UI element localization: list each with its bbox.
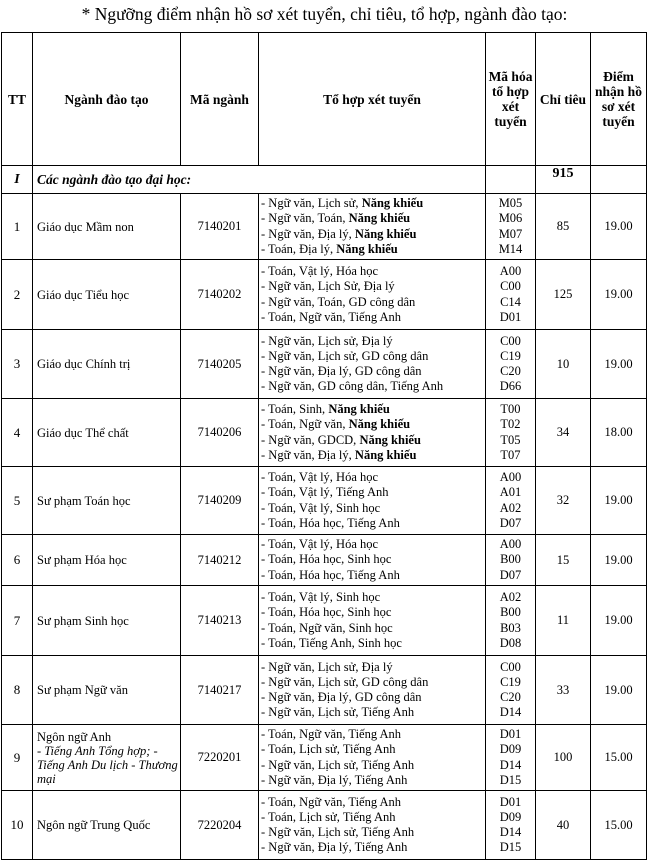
combo-item bbox=[261, 605, 485, 620]
combo-code: T00 bbox=[500, 402, 521, 417]
major-name bbox=[33, 467, 181, 535]
header-combo-code: Mã hóa tổ hợp xét tuyển bbox=[486, 33, 536, 166]
section-tt: I bbox=[2, 166, 33, 194]
score-value: 19.00 bbox=[591, 260, 647, 330]
quota-value: 125 bbox=[536, 260, 591, 330]
combo-item bbox=[261, 501, 485, 516]
quota-value: 10 bbox=[536, 330, 591, 399]
score-value: 15.00 bbox=[591, 725, 647, 791]
table-row bbox=[2, 725, 647, 791]
combo-code-list bbox=[486, 194, 536, 260]
combo-subjects: - Toán, Hóa học, Tiếng Anh bbox=[261, 567, 400, 582]
combo-item bbox=[261, 485, 485, 500]
combo-subjects: - Ngữ văn, Địa lý, GD công dân bbox=[261, 690, 422, 704]
combo-aptitude: Năng khiếu bbox=[348, 417, 411, 432]
combo-list bbox=[259, 330, 486, 399]
combo-code: T07 bbox=[500, 447, 521, 462]
combo-item bbox=[261, 568, 485, 583]
row-number: 4 bbox=[2, 399, 33, 467]
table-row bbox=[2, 194, 647, 260]
major-name-text: Sư phạm Ngữ văn bbox=[37, 683, 128, 697]
combo-item bbox=[261, 660, 485, 675]
score-value: 19.00 bbox=[591, 467, 647, 535]
score-value: 19.00 bbox=[591, 330, 647, 399]
combo-item bbox=[261, 196, 485, 211]
combo-subjects: - Ngữ văn, Lịch sử, Tiếng Anh bbox=[261, 757, 415, 772]
major-name bbox=[33, 260, 181, 330]
combo-subjects: - Toán, Ngữ văn, bbox=[261, 417, 349, 432]
row-number: 5 bbox=[2, 467, 33, 535]
major-name bbox=[33, 725, 181, 791]
combo-subjects: - Toán, Vật lý, Tiếng Anh bbox=[261, 485, 389, 500]
combo-subjects: - Ngữ văn, Lịch sử, Tiếng Anh bbox=[261, 825, 415, 839]
combo-item bbox=[261, 690, 485, 705]
combo-subjects: - Toán, Vật lý, Sinh học bbox=[261, 590, 381, 605]
combo-list bbox=[259, 467, 486, 535]
combo-subjects: - Toán, Vật lý, Hóa học bbox=[261, 537, 379, 552]
combo-item bbox=[261, 433, 485, 448]
major-name-text: Giáo dục Tiểu học bbox=[37, 287, 130, 302]
row-number: 1 bbox=[2, 194, 33, 260]
combo-item bbox=[261, 773, 485, 788]
combo-code: A02 bbox=[499, 590, 522, 605]
combo-aptitude: Năng khiếu bbox=[359, 432, 421, 447]
combo-code: B00 bbox=[500, 605, 521, 620]
major-code: 7140217 bbox=[181, 656, 259, 725]
combo-code-list bbox=[486, 725, 536, 791]
combo-list bbox=[259, 194, 486, 260]
row-number: 3 bbox=[2, 330, 33, 399]
combo-code: A02 bbox=[499, 500, 522, 515]
combo-subjects: - Ngữ văn, Lịch sử, Tiếng Anh bbox=[261, 705, 415, 720]
combo-item bbox=[261, 705, 485, 720]
combo-subjects: - Ngữ văn, Địa lý, GD công dân bbox=[261, 364, 422, 378]
row-number: 8 bbox=[2, 656, 33, 725]
combo-aptitude: Năng khiếu bbox=[361, 196, 424, 211]
score-value: 15.00 bbox=[591, 791, 647, 860]
major-code: 7140213 bbox=[181, 586, 259, 656]
combo-code: T02 bbox=[500, 417, 521, 432]
combo-subjects: - Toán, Tiếng Anh, Sinh học bbox=[261, 635, 402, 650]
quota-value: 40 bbox=[536, 791, 591, 860]
major-name bbox=[33, 586, 181, 656]
combo-aptitude: Năng khiếu bbox=[348, 211, 411, 226]
combo-code-list bbox=[486, 399, 536, 467]
major-code: 7140209 bbox=[181, 467, 259, 535]
score-value: 18.00 bbox=[591, 399, 647, 467]
combo-item bbox=[261, 242, 485, 257]
combo-item bbox=[261, 279, 485, 294]
admissions-table bbox=[1, 32, 647, 860]
header-tt: TT bbox=[2, 33, 33, 166]
combo-code: A00 bbox=[499, 264, 522, 279]
major-code: 7140202 bbox=[181, 260, 259, 330]
combo-item bbox=[261, 379, 485, 394]
combo-code-list bbox=[486, 791, 536, 860]
combo-item bbox=[261, 295, 485, 310]
combo-item bbox=[261, 516, 485, 531]
combo-code-list bbox=[486, 586, 536, 656]
combo-item bbox=[261, 227, 485, 242]
combo-subjects: - Toán, Vật lý, Hóa học bbox=[261, 470, 379, 485]
combo-code: C19 bbox=[500, 674, 521, 689]
major-name bbox=[33, 330, 181, 399]
combo-item bbox=[261, 537, 485, 552]
section-label: Các ngành đào tạo đại học: bbox=[33, 166, 486, 194]
section-empty-cell bbox=[591, 166, 647, 194]
combo-code: D01 bbox=[499, 794, 522, 809]
combo-list bbox=[259, 791, 486, 860]
combo-item bbox=[261, 675, 485, 690]
combo-code: D09 bbox=[499, 809, 522, 824]
combo-code: M14 bbox=[498, 241, 523, 256]
combo-code: M06 bbox=[498, 211, 523, 226]
combo-item bbox=[261, 590, 485, 605]
combo-item bbox=[261, 758, 485, 773]
major-name-text: Giáo dục Thể chất bbox=[37, 425, 129, 440]
row-number: 6 bbox=[2, 535, 33, 586]
combo-subjects: - Toán, Hóa học, Tiếng Anh bbox=[261, 515, 400, 530]
combo-code: D15 bbox=[499, 840, 522, 855]
combo-code: D09 bbox=[499, 742, 522, 757]
combo-code: D15 bbox=[499, 772, 522, 787]
major-name-text: Giáo dục Mầm non bbox=[37, 219, 134, 234]
table-row bbox=[2, 260, 647, 330]
major-name-text: Giáo dục Chính trị bbox=[37, 357, 131, 371]
combo-code: C19 bbox=[500, 348, 521, 363]
combo-code-list bbox=[486, 656, 536, 725]
combo-subjects: - Ngữ văn, Địa lý, bbox=[261, 226, 355, 241]
combo-subjects: - Toán, Vật lý, Hóa học bbox=[261, 264, 379, 279]
combo-item bbox=[261, 795, 485, 810]
combo-subjects: - Ngữ văn, Lịch sử, GD công dân bbox=[261, 348, 429, 363]
major-name-text: Ngôn ngữ Anh bbox=[37, 729, 112, 744]
score-value: 19.00 bbox=[591, 194, 647, 260]
combo-subjects: - Toán, Lịch sử, Tiếng Anh bbox=[261, 742, 396, 757]
major-code: 7140206 bbox=[181, 399, 259, 467]
major-name-text: Sư phạm Hóa học bbox=[37, 553, 127, 567]
combo-subjects: - Toán, Lịch sử, Tiếng Anh bbox=[261, 809, 396, 824]
quota-value: 100 bbox=[536, 725, 591, 791]
combo-item bbox=[261, 840, 485, 855]
combo-subjects: - Toán, Hóa học, Sinh học bbox=[261, 605, 392, 620]
combo-list bbox=[259, 399, 486, 467]
header-code: Mã ngành bbox=[181, 33, 259, 166]
page-title: * Ngưỡng điểm nhận hồ sơ xét tuyển, chỉ tiêu, tổ hợp, ngành đào tạo: bbox=[81, 4, 568, 24]
table-row bbox=[2, 399, 647, 467]
section-empty-cell bbox=[486, 166, 536, 194]
row-number: 9 bbox=[2, 725, 33, 791]
major-name-text: Sư phạm Toán học bbox=[37, 493, 131, 508]
table-row bbox=[2, 791, 647, 860]
combo-item bbox=[261, 742, 485, 757]
combo-aptitude: Năng khiếu bbox=[336, 241, 398, 256]
combo-item bbox=[261, 636, 485, 651]
quota-value: 85 bbox=[536, 194, 591, 260]
combo-code: D07 bbox=[499, 567, 522, 582]
combo-code-list bbox=[486, 535, 536, 586]
score-value: 19.00 bbox=[591, 656, 647, 725]
score-value: 19.00 bbox=[591, 535, 647, 586]
table-row bbox=[2, 586, 647, 656]
combo-item bbox=[261, 727, 485, 742]
score-value: 19.00 bbox=[591, 586, 647, 656]
row-number: 2 bbox=[2, 260, 33, 330]
combo-code: D01 bbox=[499, 309, 522, 324]
combo-subjects: - Toán, Hóa học, Sinh học bbox=[261, 552, 392, 567]
major-code: 7220204 bbox=[181, 791, 259, 860]
combo-list bbox=[259, 535, 486, 586]
table-row bbox=[2, 467, 647, 535]
combo-code: C20 bbox=[500, 690, 521, 704]
combo-item bbox=[261, 552, 485, 567]
combo-subjects: - Toán, Vật lý, Sinh học bbox=[261, 500, 381, 515]
major-name bbox=[33, 194, 181, 260]
quota-value: 11 bbox=[536, 586, 591, 656]
combo-subjects: - Ngữ văn, Lịch sử, bbox=[261, 196, 362, 211]
combo-item bbox=[261, 810, 485, 825]
combo-item bbox=[261, 448, 485, 463]
combo-aptitude: Năng khiếu bbox=[354, 226, 417, 241]
header-quota: Chỉ tiêu bbox=[536, 33, 591, 166]
major-name bbox=[33, 399, 181, 467]
combo-code: C00 bbox=[500, 333, 521, 348]
quota-value: 33 bbox=[536, 656, 591, 725]
combo-list bbox=[259, 586, 486, 656]
combo-code: C00 bbox=[500, 659, 521, 674]
combo-code: D08 bbox=[499, 635, 522, 650]
combo-item bbox=[261, 825, 485, 840]
major-name-text: Sư phạm Sinh học bbox=[37, 613, 129, 628]
major-name-text: Ngôn ngữ Trung Quốc bbox=[37, 818, 151, 832]
header-row bbox=[2, 33, 647, 166]
combo-aptitude: Năng khiếu bbox=[328, 402, 390, 417]
combo-code: D07 bbox=[499, 515, 522, 530]
combo-code: C00 bbox=[500, 279, 521, 294]
combo-code-list bbox=[486, 260, 536, 330]
combo-subjects: - Ngữ văn, Lịch Sử, Địa lý bbox=[261, 279, 395, 294]
combo-item bbox=[261, 364, 485, 379]
combo-subjects: - Ngữ văn, Toán, bbox=[261, 211, 349, 226]
combo-item bbox=[261, 211, 485, 226]
combo-code: C20 bbox=[500, 364, 521, 378]
combo-code: D14 bbox=[499, 825, 522, 839]
combo-subjects: - Ngữ văn, Địa lý, Tiếng Anh bbox=[261, 840, 408, 855]
combo-item bbox=[261, 264, 485, 279]
combo-code: D14 bbox=[499, 757, 522, 772]
combo-subjects: - Ngữ văn, GD công dân, Tiếng Anh bbox=[261, 379, 444, 394]
combo-code: A01 bbox=[499, 485, 522, 500]
header-major: Ngành đào tạo bbox=[33, 33, 181, 166]
header-score: Điểm nhận hồ sơ xét tuyển bbox=[591, 33, 647, 166]
table-row bbox=[2, 535, 647, 586]
combo-subjects: - Toán, Địa lý, bbox=[261, 241, 337, 256]
major-code: 7140201 bbox=[181, 194, 259, 260]
combo-code-list bbox=[486, 330, 536, 399]
combo-code: D66 bbox=[499, 379, 522, 394]
row-number: 7 bbox=[2, 586, 33, 656]
combo-subjects: - Toán, Ngữ văn, Tiếng Anh bbox=[261, 727, 402, 742]
combo-code: D01 bbox=[499, 727, 522, 742]
major-code: 7140205 bbox=[181, 330, 259, 399]
section-row bbox=[2, 166, 647, 194]
combo-subjects: - Toán, Sinh, bbox=[261, 402, 329, 417]
quota-value: 34 bbox=[536, 399, 591, 467]
major-code: 7220201 bbox=[181, 725, 259, 791]
combo-item bbox=[261, 470, 485, 485]
combo-subjects: - Toán, Ngữ văn, Tiếng Anh bbox=[261, 794, 402, 809]
combo-item bbox=[261, 349, 485, 364]
combo-code: M07 bbox=[498, 226, 523, 241]
combo-code: C14 bbox=[500, 294, 521, 309]
major-name bbox=[33, 791, 181, 860]
combo-code: A00 bbox=[499, 470, 522, 485]
combo-subjects: - Ngữ văn, Lịch sử, Địa lý bbox=[261, 659, 393, 674]
combo-subjects: - Ngữ văn, Lịch sử, GD công dân bbox=[261, 674, 429, 689]
section-total: 915 bbox=[536, 166, 591, 194]
combo-code: A00 bbox=[499, 537, 522, 552]
combo-item bbox=[261, 417, 485, 432]
combo-subjects: - Ngữ văn, GDCD, bbox=[261, 432, 360, 447]
combo-code: T05 bbox=[500, 432, 521, 447]
combo-list bbox=[259, 656, 486, 725]
quota-value: 32 bbox=[536, 467, 591, 535]
major-name bbox=[33, 656, 181, 725]
combo-code: M05 bbox=[498, 196, 523, 211]
combo-code-list bbox=[486, 467, 536, 535]
major-specializations: - Tiếng Anh Tổng hợp; - Tiếng Anh Du lịch - Thương mại bbox=[37, 743, 178, 786]
combo-subjects: - Ngữ văn, Lịch sử, Địa lý bbox=[261, 333, 393, 348]
combo-item bbox=[261, 310, 485, 325]
quota-value: 15 bbox=[536, 535, 591, 586]
combo-list bbox=[259, 725, 486, 791]
combo-aptitude: Năng khiếu bbox=[354, 447, 417, 462]
table-row bbox=[2, 656, 647, 725]
row-number: 10 bbox=[2, 791, 33, 860]
combo-item bbox=[261, 621, 485, 636]
combo-subjects: - Ngữ văn, Địa lý, Tiếng Anh bbox=[261, 772, 408, 787]
combo-subjects: - Ngữ văn, Địa lý, bbox=[261, 447, 355, 462]
major-name bbox=[33, 535, 181, 586]
combo-item bbox=[261, 402, 485, 417]
combo-code: B00 bbox=[500, 552, 521, 567]
major-code: 7140212 bbox=[181, 535, 259, 586]
table-row bbox=[2, 330, 647, 399]
header-combo: Tổ hợp xét tuyển bbox=[259, 33, 486, 166]
combo-list bbox=[259, 260, 486, 330]
combo-subjects: - Toán, Ngữ văn, Sinh học bbox=[261, 620, 393, 635]
combo-item bbox=[261, 334, 485, 349]
combo-subjects: - Toán, Ngữ văn, Tiếng Anh bbox=[261, 309, 402, 324]
combo-code: B03 bbox=[500, 620, 521, 635]
combo-subjects: - Ngữ văn, Toán, GD công dân bbox=[261, 294, 416, 309]
combo-code: D14 bbox=[499, 705, 522, 720]
